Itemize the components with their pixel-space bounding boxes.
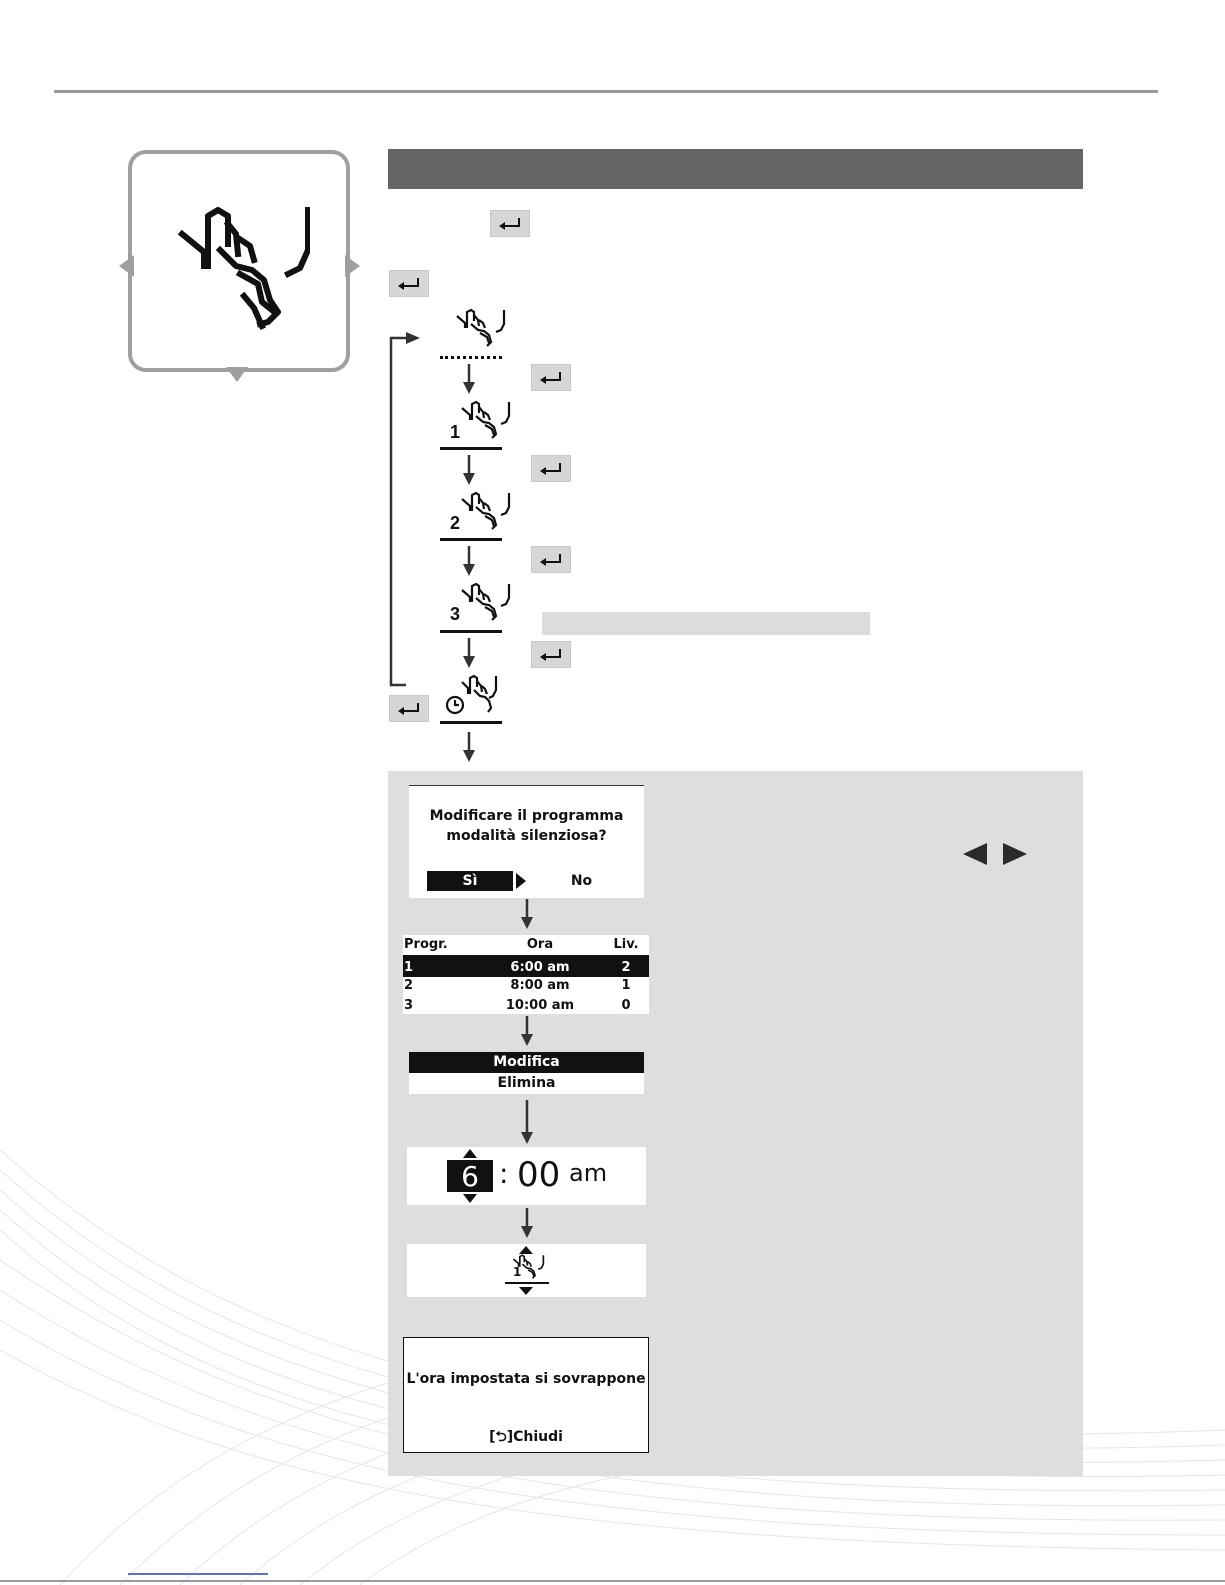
enter-key-icon xyxy=(389,695,429,722)
hand-icon xyxy=(453,308,513,352)
step-number: 3 xyxy=(450,604,461,624)
hour-field[interactable]: 6 xyxy=(447,1160,493,1192)
cell-level: 1 xyxy=(621,978,631,993)
highlight-bar xyxy=(542,612,870,635)
enter-key-icon xyxy=(531,546,571,573)
down-arrow-icon[interactable] xyxy=(463,1194,477,1203)
menu-item-modifica[interactable]: Modifica xyxy=(409,1052,644,1073)
program-table xyxy=(403,935,649,1014)
down-arrow-icon xyxy=(520,1016,534,1046)
level-screen xyxy=(407,1244,646,1297)
table-header xyxy=(403,935,649,954)
down-arrow-icon xyxy=(462,455,476,485)
section-header xyxy=(388,149,1083,189)
down-arrow-icon xyxy=(462,546,476,576)
card-down-arrow-icon[interactable] xyxy=(226,367,248,382)
down-arrow-icon xyxy=(462,638,476,668)
table-row[interactable] xyxy=(403,996,649,1015)
down-arrow-icon xyxy=(520,1100,534,1144)
hand-icon xyxy=(174,204,310,334)
enter-key-icon xyxy=(389,270,429,297)
cell-time: 8:00 am xyxy=(510,978,570,993)
ampm-field[interactable]: am xyxy=(569,1159,608,1187)
enter-key-icon xyxy=(531,455,571,482)
down-arrow-icon xyxy=(520,899,534,929)
step-rule xyxy=(440,356,502,359)
edit-menu xyxy=(409,1052,644,1094)
menu-item-elimina[interactable]: Elimina xyxy=(409,1073,644,1094)
column-header: Progr. xyxy=(404,937,448,952)
cell-prog: 1 xyxy=(404,960,414,975)
bottom-rule xyxy=(0,1580,1225,1582)
hand-icon xyxy=(458,400,518,444)
cell-prog: 2 xyxy=(404,978,414,993)
time-screen xyxy=(407,1147,646,1205)
overlap-message: L'ora impostata si sovrappone xyxy=(406,1371,646,1387)
step-number: 2 xyxy=(450,513,461,533)
down-arrow-icon xyxy=(462,732,476,762)
down-arrow-icon xyxy=(520,1208,534,1238)
level-rule xyxy=(505,1282,549,1284)
step-rule xyxy=(440,630,502,633)
hand-icon xyxy=(458,582,518,626)
enter-key-icon xyxy=(531,364,571,391)
cell-time: 6:00 am xyxy=(510,960,570,975)
no-button[interactable]: No xyxy=(570,873,593,889)
bottom-link-underline xyxy=(128,1573,268,1575)
down-arrow-icon[interactable] xyxy=(519,1287,533,1295)
step-rule xyxy=(440,447,502,450)
yes-button[interactable]: Sì xyxy=(427,871,513,891)
up-arrow-icon[interactable] xyxy=(463,1149,477,1158)
step-number: 1 xyxy=(450,422,461,442)
overlap-dialog xyxy=(403,1337,649,1453)
confirm-screen xyxy=(409,785,644,898)
table-row[interactable] xyxy=(403,976,649,995)
top-rule xyxy=(54,90,1158,93)
loop-arrow xyxy=(386,330,426,690)
hand-icon xyxy=(458,491,518,535)
question-line: Modificare il programma xyxy=(429,808,624,824)
card-right-arrow-icon[interactable] xyxy=(345,255,360,277)
down-arrow-icon xyxy=(462,364,476,394)
selection-arrow-icon xyxy=(516,873,526,889)
cell-level: 2 xyxy=(621,960,631,975)
cell-level: 0 xyxy=(621,998,631,1013)
step-rule xyxy=(440,538,502,541)
enter-key-icon xyxy=(531,641,571,668)
cell-time: 10:00 am xyxy=(505,998,575,1013)
minutes-field[interactable]: 00 xyxy=(517,1155,561,1195)
up-arrow-icon[interactable] xyxy=(519,1246,533,1254)
step-rule xyxy=(440,721,502,724)
confirm-question xyxy=(409,806,644,846)
column-header: Ora xyxy=(526,937,554,952)
time-separator: : xyxy=(499,1157,509,1190)
enter-key-icon xyxy=(490,210,530,237)
column-header: Liv. xyxy=(613,937,639,952)
card-left-arrow-icon[interactable] xyxy=(119,255,134,277)
mode-card xyxy=(128,150,350,372)
close-button[interactable]: [⮌]Chiudi xyxy=(489,1429,563,1445)
hand-clock-icon xyxy=(444,674,500,718)
cell-prog: 3 xyxy=(404,998,414,1013)
table-row[interactable] xyxy=(403,956,649,977)
level-number: 1 xyxy=(513,1265,522,1279)
question-line: modalità silenziosa? xyxy=(446,828,607,844)
left-right-arrows-icon xyxy=(963,843,1027,865)
